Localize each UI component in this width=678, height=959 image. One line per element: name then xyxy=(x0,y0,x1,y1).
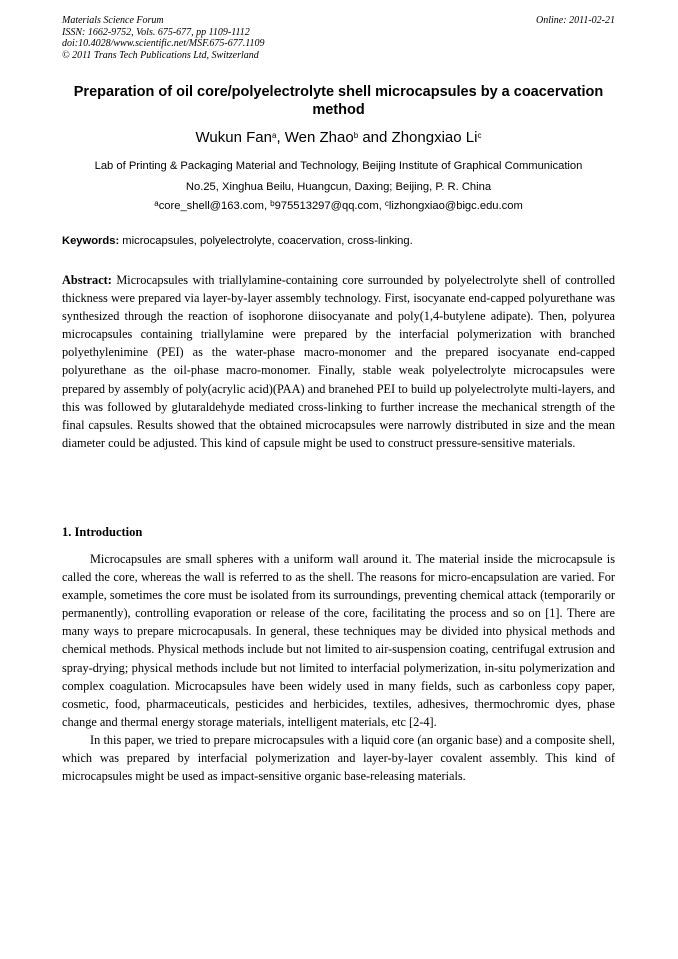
affiliation-line: No.25, Xinghua Beilu, Huangcun, Daxing; Beijing, P. R. China xyxy=(185,181,492,193)
author-superscript: c xyxy=(477,131,482,140)
email-list xyxy=(62,198,615,214)
author-list xyxy=(62,129,615,147)
author-superscript: b xyxy=(353,131,359,140)
abstract xyxy=(62,271,615,452)
affiliation xyxy=(62,156,615,198)
email-separator: , xyxy=(263,200,271,212)
keywords xyxy=(62,233,615,249)
paragraph: In this paper, we tried to prepare microcapsules with a liquid core (an organic base) and a composite shell, which was prepared by interfacial polymerization and layer-by-layer covalent assembly. This kind of microcapsules might be used as impact-sensitive organic base-releasing materials. xyxy=(62,732,615,784)
journal-header xyxy=(62,15,615,61)
abstract-text: Microcapsules with triallylamine-containing core surrounded by polyelectrolyte shell of controlled thickness were prepared via layer-by-layer assembly technology. First, isocyanate end-capped polyurethane was synthesized through the reaction of isophorone diisocyanate and poly(1,4-butylene adipate). Then, polyurea microcapsules containing triallylamine were prepared by the interfacial polymerization with branched polyethylenimine (PEI) as the water-phase macro-monomer and the prepared isocyanate end-capped polyurethane as the oil-phase macro-monomer. Finally, stable weak polyelectrolyte microcapsules were prepared by assembly of poly(acrylic acid)(PAA) and branehed PEI to build up polyelectrolyte multi-layers, and this was followed by glutaraldehyde mediated cross-linking to further increase the mechanical strength of the final capsules. Results showed that the obtained microcapsules were narrowly distributed in size and the mean diameter could be adjusted. This kind of capsule might be used to construct pressure-sensitive materials. xyxy=(62,273,615,450)
email-address: core_shell@163.com xyxy=(158,200,264,212)
author-name: Zhongxiao Li xyxy=(391,129,478,146)
paragraph: Microcapsules are small spheres with a uniform wall around it. The material inside the microcapsule is called the core, whereas the wall is referred to as the shell. The reasons for micro-encapsulation are varied. For example, sometimes the core must be isolated from its surroundings, preventing chemical attack (temporarily or permanently), controlling evaporation or release of the core, facilitating the process and so on [1]. There are many ways to prepare microcapusals. In general, these techniques may be divided into physical methods and chemical methods. Physical methods include but not limited to air-suspension coating, centrifugal extrusion and spray-drying; physical methods include but not limited to interfacial polymerization, in-situ polymerization and complex coagulation. Microcapsules have been widely used in many fields, such as carbonless copy paper, cosmetic, food, pharmaceuticals, pesticides and herbicides, textiles, adhesives, thermochromic dyes, phase change and thermal energy storage materials, intelligent materials, etc [2-4]. xyxy=(62,552,615,729)
email-separator: , xyxy=(378,200,385,212)
email-superscript: c xyxy=(384,199,389,208)
issn-line: ISSN: 1662-9752, Vols. 675-677, pp 1109-1112 xyxy=(62,26,250,38)
section-heading: 1. Introduction xyxy=(62,525,143,539)
email-superscript: b xyxy=(270,199,275,208)
author-superscript: a xyxy=(271,131,277,140)
abstract-label: Abstract: xyxy=(62,273,112,287)
copyright-line: © 2011 Trans Tech Publications Ltd, Switzerland xyxy=(62,49,259,61)
author-separator: and xyxy=(358,129,392,146)
online-date: Online: 2011-02-21 xyxy=(536,15,615,26)
author-name: Wukun Fan xyxy=(195,129,272,146)
doi-line: doi:10.4028/www.scientific.net/MSF.675-677.1109 xyxy=(62,38,265,49)
affiliation-line: Lab of Printing & Packaging Material and Technology, Beijing Institute of Graphical Communication xyxy=(94,160,583,172)
journal-name: Materials Science Forum xyxy=(62,15,164,26)
paper-title: Preparation of oil core/polyelectrolyte shell microcapsules by a coacervation method xyxy=(73,84,604,118)
introduction-body xyxy=(62,550,615,785)
email-address: 975513297@qq.com xyxy=(274,200,379,212)
email-address: lizhongxiao@bigc.edu.com xyxy=(388,200,523,212)
author-separator: , xyxy=(276,129,285,146)
keywords-text: microcapsules, polyelectrolyte, coacervation, cross-linking. xyxy=(119,235,413,247)
author-name: Wen Zhao xyxy=(284,129,354,146)
keywords-label: Keywords: xyxy=(62,235,120,247)
email-superscript: a xyxy=(154,199,159,208)
